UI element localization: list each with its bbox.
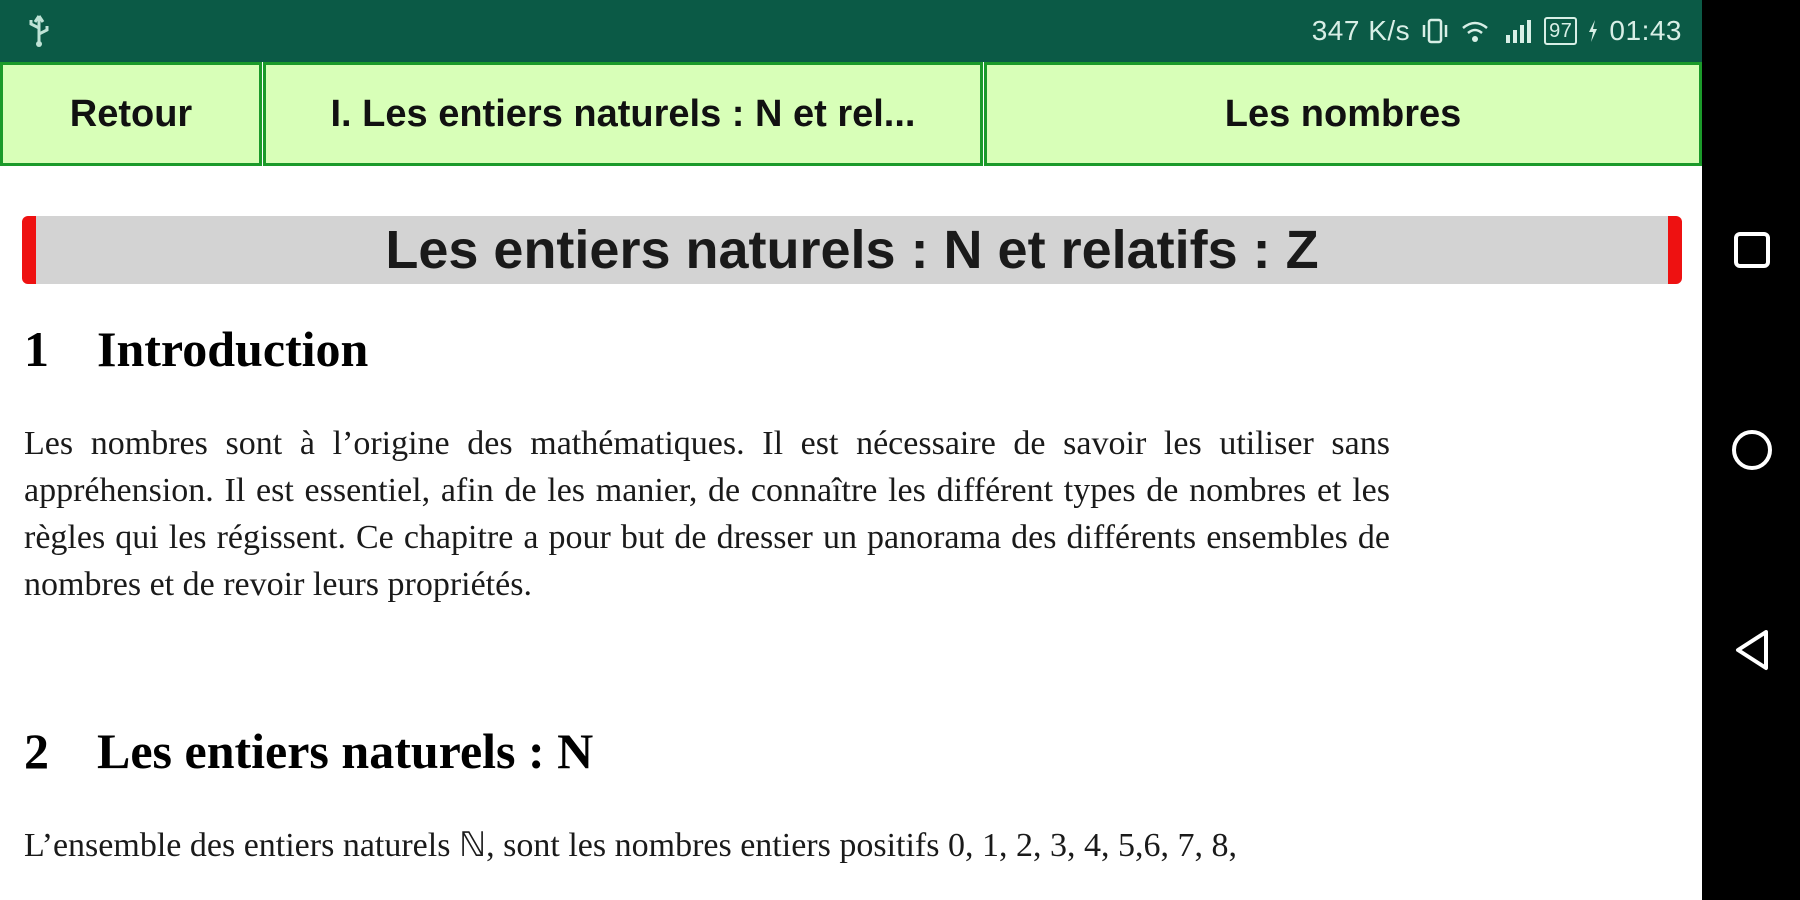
page-title: Les entiers naturels : N et relatifs : Z [385,220,1319,280]
section-title: Introduction [97,321,369,377]
section-heading-introduction [24,320,368,378]
top-nav [0,62,1702,172]
vibrate-icon [1420,17,1450,45]
section-button[interactable]: Les nombres [984,62,1702,166]
page-title-bar [22,216,1682,284]
back-button[interactable]: Retour [0,62,262,166]
section-number: 1 [24,321,49,377]
usb-icon [24,14,54,48]
wifi-icon [1460,17,1490,45]
square-icon[interactable] [1730,228,1774,272]
clock: 01:43 [1609,15,1682,46]
battery-level: 97 [1549,19,1573,42]
system-nav-bar [1702,0,1800,900]
status-bar [0,0,1702,62]
network-speed: 347 K/s [1311,15,1411,46]
section-title: Les entiers naturels : N [97,723,594,779]
entiers-naturels-paragraph: L’ensemble des entiers naturels ℕ, sont les nombres entiers positifs 0, 1, 2, 3, 4, 5,6, 7, 8, [24,827,1237,864]
charging-icon [1587,19,1599,43]
chapter-button[interactable]: I. Les entiers naturels : N et rel... [263,62,983,166]
battery-icon [1544,17,1577,45]
introduction-paragraph: Les nombres sont à l’origine des mathématiques. Il est nécessaire de savoir les utiliser sans appréhension. Il est essentiel, afin de les manier, de connaître les différent types de nombres et les règles qui les régissent. Ce chapitre a pour but de dresser un panorama des différents ensembles de nombres et de revoir leurs propriétés. [24,425,1390,603]
section-heading-entiers-naturels [24,722,593,780]
section-number: 2 [24,723,49,779]
triangle-back-icon[interactable] [1730,628,1774,672]
circle-icon[interactable] [1730,428,1774,472]
signal-icon [1500,17,1534,45]
